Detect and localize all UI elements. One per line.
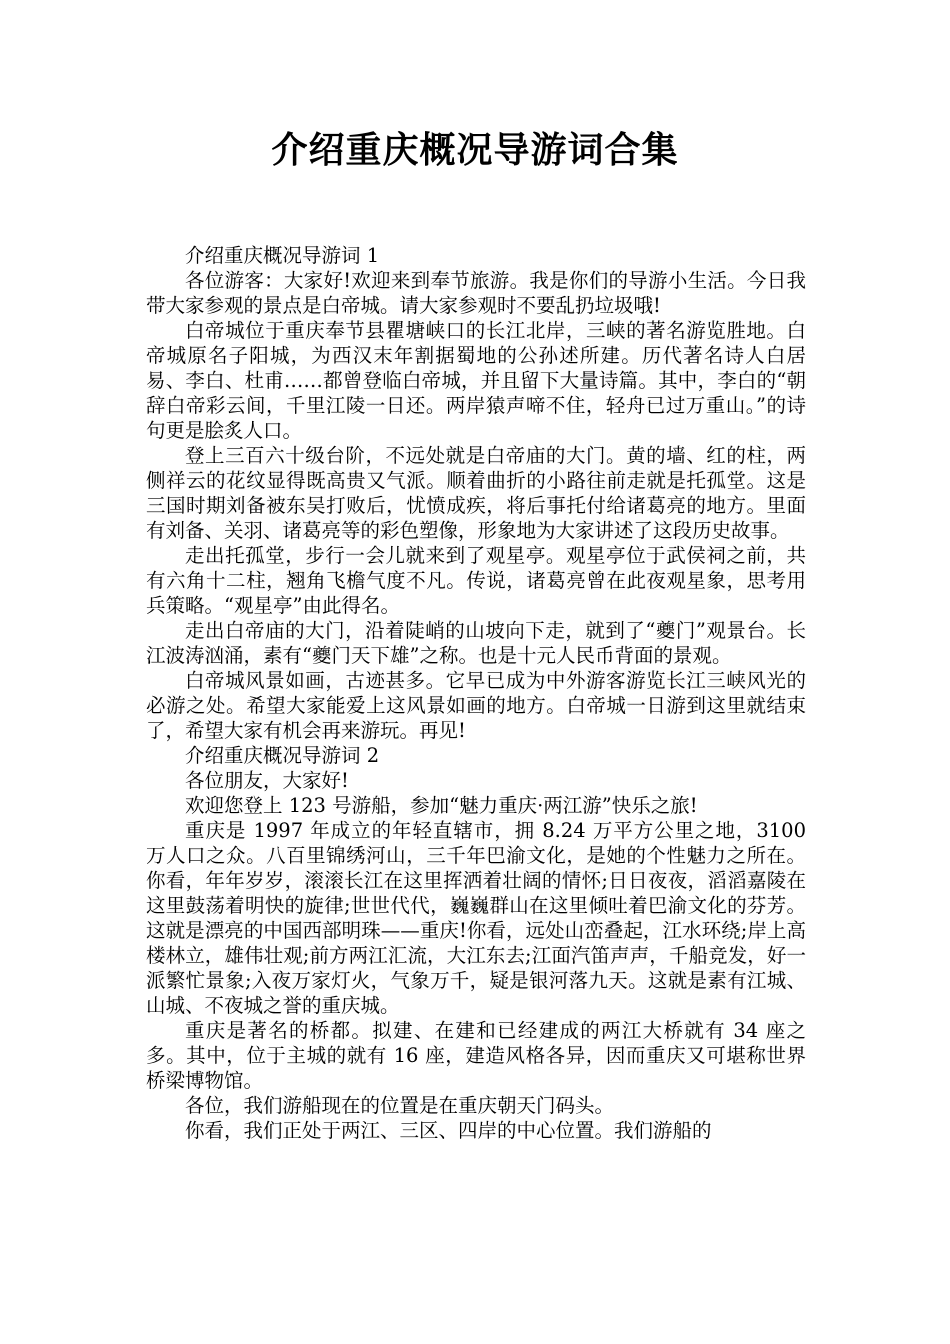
paragraph: 白帝城风景如画，古迹甚多。它早已成为中外游客游览长江三峡风光的必游之处。希望大家能爱上这风景如画的地方。白帝城一日游到这里就结束了，希望大家有机会再来游玩。再见! xyxy=(146,669,806,742)
paragraph: 白帝城位于重庆奉节县瞿塘峡口的长江北岸，三峡的著名游览胜地。白帝城原名子阳城，为西汉末年割据蜀地的公孙述所建。历代著名诗人白居易、李白、杜甫……都曾登临白帝城，并且留下大量诗篇。其中，李白的“朝辞白帝彩云间，千里江陵一日还。两岸猿声啼不住，轻舟已过万重山。”的诗句更是脍炙人口。 xyxy=(146,319,806,442)
page-title: 介绍重庆概况导游词合集 xyxy=(271,130,679,171)
paragraph: 各位游客：大家好!欢迎来到奉节旅游。我是你们的导游小生活。今日我带大家参观的景点是白帝城。请大家参观时不要乱扔垃圾哦! xyxy=(146,269,806,317)
paragraph: 重庆是著名的桥都。拟建、在建和已经建成的两江大桥就有 34 座之多。其中，位于主城的就有 16 座，建造风格各异，因而重庆又可堪称世界桥梁博物馆。 xyxy=(146,1019,806,1092)
paragraph: 各位，我们游船现在的位置是在重庆朝天门码头。 xyxy=(185,1094,615,1117)
document-body xyxy=(146,243,806,1143)
paragraph: 欢迎您登上 123 号游船，参加“魅力重庆·两江游”快乐之旅! xyxy=(185,794,698,817)
paragraph: 走出托孤堂，步行一会儿就来到了观星亭。观星亭位于武侯祠之前，共有六角十二柱，翘角飞檐气度不凡。传说，诸葛亮曾在此夜观星象，思考用兵策略。“观星亭”由此得名。 xyxy=(146,544,806,617)
paragraph: 各位朋友，大家好! xyxy=(185,769,349,792)
paragraph: 你看，我们正处于两江、三区、四岸的中心位置。我们游船的 xyxy=(185,1119,712,1142)
paragraph: 走出白帝庙的大门，沿着陡峭的山坡向下走，就到了“夔门”观景台。长江波涛汹涌，素有“夔门天下雄”之称。也是十元人民币背面的景观。 xyxy=(146,619,806,667)
paragraph: 登上三百六十级台阶，不远处就是白帝庙的大门。黄的墙、红的柱，两侧祥云的花纹显得既高贵又气派。顺着曲折的小路往前走就是托孤堂。这是三国时期刘备被东吴打败后，忧愤成疾，将后事托付给诸葛亮的地方。里面有刘备、关羽、诸葛亮等的彩色塑像，形象地为大家讲述了这段历史故事。 xyxy=(146,444,806,542)
section-heading-1: 介绍重庆概况导游词 1 xyxy=(185,244,380,267)
paragraph: 重庆是 1997 年成立的年轻直辖市，拥 8.24 万平方公里之地，3100 万人口之众。八百里锦绣河山，三千年巴渝文化，是她的个性魅力之所在。你看，年年岁岁，滚滚长江在这里挥洒着壮阔的情怀;日日夜夜，滔滔嘉陵在这里鼓荡着明快的旋律;世世代代，巍巍群山在这里倾吐着巴渝文化的芬芳。这就是漂亮的中国西部明珠——重庆!你看，远处山峦叠起，江水环绕;岸上高楼林立，雄伟壮观;前方两江汇流，大江东去;江面汽笛声声，千船竞发，好一派繁忙景象;入夜万家灯火，气象万千，疑是银河落九天。这就是素有江城、山城、不夜城之誉的重庆城。 xyxy=(146,819,806,1017)
section-heading-2: 介绍重庆概况导游词 2 xyxy=(185,744,380,767)
